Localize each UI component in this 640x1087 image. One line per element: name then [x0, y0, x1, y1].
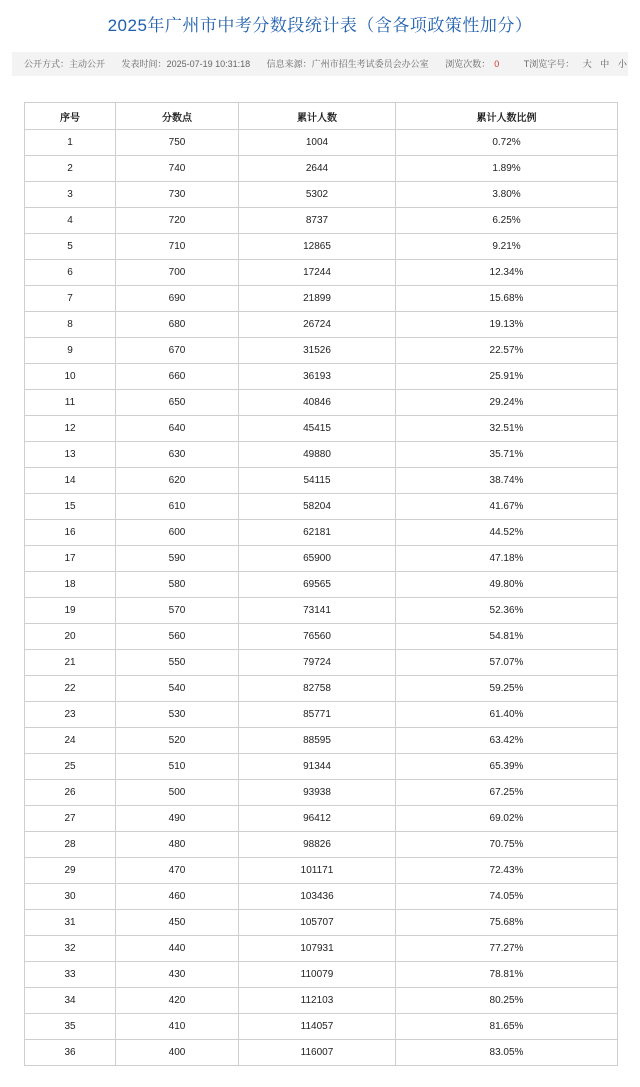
table-row: [25, 1014, 618, 1040]
table-row: [25, 234, 618, 260]
cell-cumulative-count: 112103: [239, 988, 396, 1014]
cell-score: 580: [116, 572, 239, 598]
cell-cumulative-ratio: 80.25%: [396, 988, 618, 1014]
cell-score: 670: [116, 338, 239, 364]
cell-score: 730: [116, 182, 239, 208]
cell-score: 630: [116, 442, 239, 468]
table-row: [25, 416, 618, 442]
cell-index: 34: [25, 988, 116, 1014]
cell-cumulative-ratio: 9.21%: [396, 234, 618, 260]
cell-index: 30: [25, 884, 116, 910]
cell-cumulative-count: 2644: [239, 156, 396, 182]
table-row: [25, 260, 618, 286]
cell-index: 36: [25, 1040, 116, 1066]
article-meta-bar: [12, 52, 628, 76]
cell-cumulative-count: 5302: [239, 182, 396, 208]
cell-score: 450: [116, 910, 239, 936]
table-row: [25, 442, 618, 468]
cell-index: 3: [25, 182, 116, 208]
cell-score: 480: [116, 832, 239, 858]
cell-cumulative-ratio: 32.51%: [396, 416, 618, 442]
source-label: 信息来源：: [266, 59, 312, 69]
cell-index: 2: [25, 156, 116, 182]
table-row: [25, 364, 618, 390]
cell-cumulative-count: 45415: [239, 416, 396, 442]
cell-cumulative-ratio: 67.25%: [396, 780, 618, 806]
cell-index: 10: [25, 364, 116, 390]
cell-cumulative-count: 36193: [239, 364, 396, 390]
cell-score: 540: [116, 676, 239, 702]
table-header-row: [25, 103, 618, 130]
cell-cumulative-ratio: 63.42%: [396, 728, 618, 754]
cell-cumulative-count: 107931: [239, 936, 396, 962]
font-size-small-button[interactable]: 小: [617, 59, 627, 69]
cell-index: 20: [25, 624, 116, 650]
cell-cumulative-ratio: 35.71%: [396, 442, 618, 468]
cell-score: 560: [116, 624, 239, 650]
table-row: [25, 962, 618, 988]
publish-method-value: 主动公开: [69, 59, 106, 69]
cell-score: 490: [116, 806, 239, 832]
cell-cumulative-count: 105707: [239, 910, 396, 936]
cell-cumulative-count: 31526: [239, 338, 396, 364]
cell-cumulative-ratio: 59.25%: [396, 676, 618, 702]
cell-cumulative-count: 82758: [239, 676, 396, 702]
table-row: [25, 208, 618, 234]
cell-cumulative-count: 101171: [239, 858, 396, 884]
cell-index: 14: [25, 468, 116, 494]
cell-index: 22: [25, 676, 116, 702]
cell-cumulative-count: 96412: [239, 806, 396, 832]
cell-score: 650: [116, 390, 239, 416]
cell-index: 31: [25, 910, 116, 936]
table-row: [25, 780, 618, 806]
header-cumulative-ratio: 累计人数比例: [396, 103, 618, 130]
cell-cumulative-count: 21899: [239, 286, 396, 312]
cell-cumulative-count: 110079: [239, 962, 396, 988]
cell-cumulative-count: 114057: [239, 1014, 396, 1040]
cell-index: 12: [25, 416, 116, 442]
cell-index: 9: [25, 338, 116, 364]
cell-score: 610: [116, 494, 239, 520]
cell-index: 28: [25, 832, 116, 858]
cell-index: 33: [25, 962, 116, 988]
table-row: [25, 572, 618, 598]
cell-index: 11: [25, 390, 116, 416]
cell-cumulative-count: 76560: [239, 624, 396, 650]
publish-date-value: 2025-07-19 10:31:18: [166, 59, 251, 69]
cell-cumulative-count: 8737: [239, 208, 396, 234]
cell-cumulative-ratio: 75.68%: [396, 910, 618, 936]
header-index: 序号: [25, 103, 116, 130]
cell-cumulative-ratio: 77.27%: [396, 936, 618, 962]
table-row: [25, 832, 618, 858]
cell-cumulative-ratio: 0.72%: [396, 130, 618, 156]
cell-cumulative-ratio: 22.57%: [396, 338, 618, 364]
cell-cumulative-ratio: 44.52%: [396, 520, 618, 546]
table-row: [25, 156, 618, 182]
cell-cumulative-count: 65900: [239, 546, 396, 572]
cell-score: 520: [116, 728, 239, 754]
cell-score: 460: [116, 884, 239, 910]
font-size-medium-button[interactable]: 中: [600, 59, 610, 69]
cell-score: 700: [116, 260, 239, 286]
table-row: [25, 702, 618, 728]
cell-cumulative-count: 58204: [239, 494, 396, 520]
cell-score: 680: [116, 312, 239, 338]
table-row: [25, 546, 618, 572]
table-row: [25, 650, 618, 676]
cell-index: 21: [25, 650, 116, 676]
cell-cumulative-ratio: 47.18%: [396, 546, 618, 572]
cell-cumulative-ratio: 65.39%: [396, 754, 618, 780]
cell-index: 25: [25, 754, 116, 780]
cell-cumulative-ratio: 49.80%: [396, 572, 618, 598]
table-body: [25, 130, 618, 1066]
cell-cumulative-count: 93938: [239, 780, 396, 806]
cell-cumulative-count: 1004: [239, 130, 396, 156]
cell-score: 740: [116, 156, 239, 182]
table-row: [25, 494, 618, 520]
cell-index: 6: [25, 260, 116, 286]
cell-index: 1: [25, 130, 116, 156]
table-row: [25, 806, 618, 832]
cell-cumulative-count: 26724: [239, 312, 396, 338]
view-count-label: 浏览次数：: [445, 59, 491, 69]
cell-cumulative-count: 62181: [239, 520, 396, 546]
cell-score: 710: [116, 234, 239, 260]
table-row: [25, 182, 618, 208]
table-row: [25, 312, 618, 338]
font-size-label: T浏览字号：: [523, 59, 575, 69]
table-row: [25, 728, 618, 754]
cell-score: 620: [116, 468, 239, 494]
cell-cumulative-ratio: 41.67%: [396, 494, 618, 520]
cell-score: 550: [116, 650, 239, 676]
cell-score: 510: [116, 754, 239, 780]
cell-index: 19: [25, 598, 116, 624]
cell-index: 16: [25, 520, 116, 546]
page-title: 2025年广州市中考分数段统计表（含各项政策性加分）: [107, 16, 533, 35]
cell-score: 660: [116, 364, 239, 390]
cell-index: 27: [25, 806, 116, 832]
cell-cumulative-count: 116007: [239, 1040, 396, 1066]
cell-index: 18: [25, 572, 116, 598]
cell-score: 530: [116, 702, 239, 728]
cell-cumulative-ratio: 15.68%: [396, 286, 618, 312]
cell-score: 440: [116, 936, 239, 962]
cell-cumulative-count: 79724: [239, 650, 396, 676]
cell-cumulative-ratio: 25.91%: [396, 364, 618, 390]
cell-score: 400: [116, 1040, 239, 1066]
cell-index: 32: [25, 936, 116, 962]
header-cumulative-count: 累计人数: [239, 103, 396, 130]
table-row: [25, 1040, 618, 1066]
cell-cumulative-ratio: 74.05%: [396, 884, 618, 910]
cell-cumulative-count: 40846: [239, 390, 396, 416]
cell-index: 13: [25, 442, 116, 468]
cell-index: 29: [25, 858, 116, 884]
cell-cumulative-count: 73141: [239, 598, 396, 624]
publish-method-label: 公开方式：: [24, 59, 70, 69]
cell-cumulative-ratio: 70.75%: [396, 832, 618, 858]
cell-index: 24: [25, 728, 116, 754]
cell-score: 470: [116, 858, 239, 884]
cell-cumulative-ratio: 3.80%: [396, 182, 618, 208]
font-size-large-button[interactable]: 大: [582, 59, 592, 69]
cell-cumulative-ratio: 72.43%: [396, 858, 618, 884]
header-score: 分数点: [116, 103, 239, 130]
cell-cumulative-ratio: 61.40%: [396, 702, 618, 728]
cell-index: 17: [25, 546, 116, 572]
cell-index: 26: [25, 780, 116, 806]
table-row: [25, 286, 618, 312]
cell-index: 23: [25, 702, 116, 728]
cell-cumulative-ratio: 6.25%: [396, 208, 618, 234]
table-row: [25, 624, 618, 650]
cell-index: 8: [25, 312, 116, 338]
table-row: [25, 988, 618, 1014]
source-value: 广州市招生考试委员会办公室: [311, 59, 429, 69]
cell-score: 420: [116, 988, 239, 1014]
cell-score: 720: [116, 208, 239, 234]
cell-cumulative-count: 69565: [239, 572, 396, 598]
publish-date-label: 发表时间：: [121, 59, 167, 69]
cell-score: 430: [116, 962, 239, 988]
cell-score: 750: [116, 130, 239, 156]
cell-score: 690: [116, 286, 239, 312]
table-row: [25, 676, 618, 702]
cell-cumulative-ratio: 19.13%: [396, 312, 618, 338]
cell-index: 7: [25, 286, 116, 312]
cell-index: 35: [25, 1014, 116, 1040]
cell-cumulative-count: 49880: [239, 442, 396, 468]
cell-cumulative-ratio: 69.02%: [396, 806, 618, 832]
cell-cumulative-count: 54115: [239, 468, 396, 494]
cell-cumulative-ratio: 29.24%: [396, 390, 618, 416]
cell-score: 600: [116, 520, 239, 546]
score-distribution-table: [24, 102, 618, 1066]
table-row: [25, 598, 618, 624]
cell-cumulative-ratio: 12.34%: [396, 260, 618, 286]
cell-cumulative-count: 12865: [239, 234, 396, 260]
table-row: [25, 910, 618, 936]
cell-index: 5: [25, 234, 116, 260]
cell-score: 500: [116, 780, 239, 806]
cell-cumulative-count: 85771: [239, 702, 396, 728]
cell-cumulative-ratio: 78.81%: [396, 962, 618, 988]
cell-cumulative-count: 103436: [239, 884, 396, 910]
cell-cumulative-ratio: 57.07%: [396, 650, 618, 676]
cell-cumulative-count: 91344: [239, 754, 396, 780]
table-row: [25, 520, 618, 546]
table-row: [25, 390, 618, 416]
cell-cumulative-count: 88595: [239, 728, 396, 754]
cell-cumulative-count: 17244: [239, 260, 396, 286]
cell-index: 15: [25, 494, 116, 520]
cell-cumulative-ratio: 81.65%: [396, 1014, 618, 1040]
cell-index: 4: [25, 208, 116, 234]
cell-cumulative-ratio: 54.81%: [396, 624, 618, 650]
table-row: [25, 936, 618, 962]
table-row: [25, 858, 618, 884]
cell-cumulative-ratio: 52.36%: [396, 598, 618, 624]
cell-cumulative-count: 98826: [239, 832, 396, 858]
cell-score: 640: [116, 416, 239, 442]
table-row: [25, 468, 618, 494]
cell-cumulative-ratio: 1.89%: [396, 156, 618, 182]
cell-cumulative-ratio: 83.05%: [396, 1040, 618, 1066]
table-row: [25, 130, 618, 156]
cell-score: 590: [116, 546, 239, 572]
view-count-value: 0: [494, 59, 500, 69]
cell-cumulative-ratio: 38.74%: [396, 468, 618, 494]
table-row: [25, 338, 618, 364]
table-row: [25, 884, 618, 910]
table-row: [25, 754, 618, 780]
cell-score: 570: [116, 598, 239, 624]
cell-score: 410: [116, 1014, 239, 1040]
